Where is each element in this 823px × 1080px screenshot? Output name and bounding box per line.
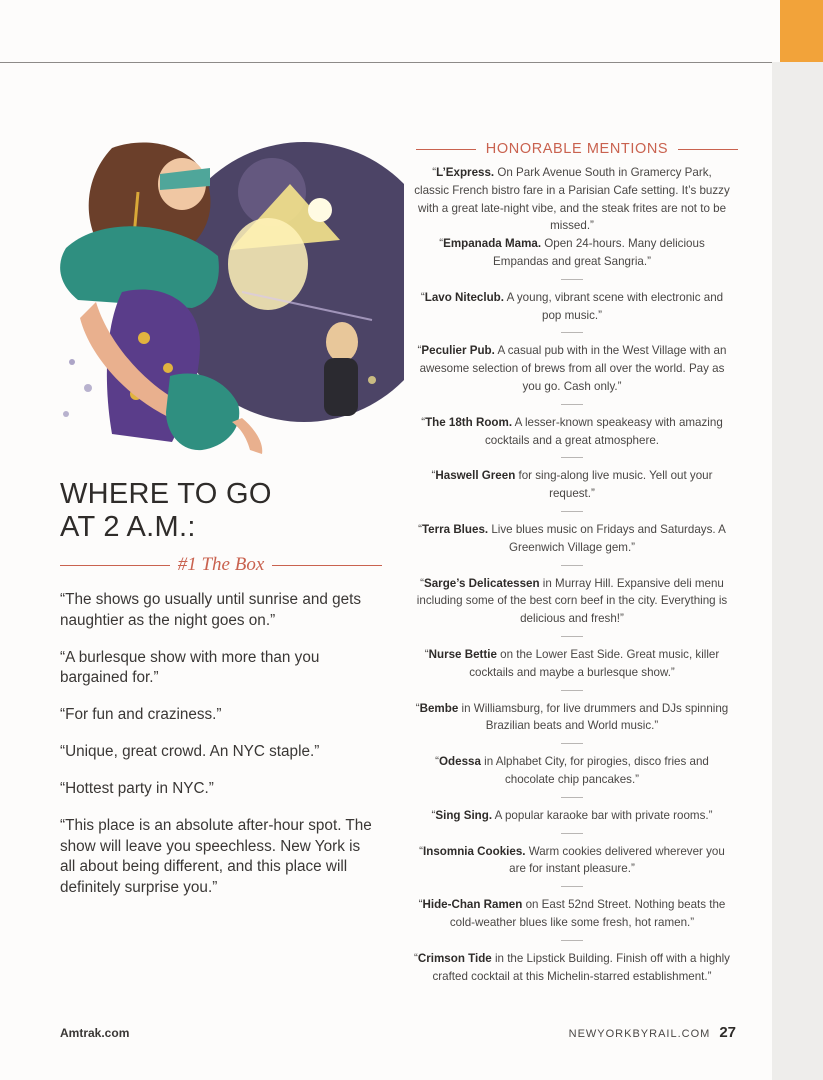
- mention-item: “Hide-Chan Ramen on East 52nd Street. Nothing beats the cold-weather blues like some fresh, hot ramen.”: [418, 898, 726, 929]
- mention-text: in the Lipstick Building. Finish off with a highly crafted cocktail at this Michelin-starred establishment.”: [432, 951, 730, 983]
- top-pick-label: [178, 554, 265, 576]
- quote: “Unique, great crowd. An NYC staple.”: [60, 743, 320, 760]
- mention-separator: [561, 332, 583, 333]
- quote: “This place is an absolute after-hour spot. The show will leave you speechless. New York is all about being different, and this place will definitely surprise you.”: [60, 817, 372, 896]
- mention-name: Hide-Chan Ramen: [422, 898, 523, 912]
- mention-separator: [561, 565, 583, 566]
- mention-name: Lavo Niteclub.: [424, 290, 504, 304]
- mention-item: “Crimson Tide in the Lipstick Building. Finish off with a highly crafted cocktail at this Michelin-starred establishment.”: [414, 951, 730, 983]
- mention-name: Nurse Bettie: [428, 647, 497, 661]
- mention-item: “Empanada Mama. Open 24-hours. Many delicious Empandas and great Sangria.”: [439, 237, 705, 268]
- quote: “The shows go usually until sunrise and gets naughtier as the night goes on.”: [60, 591, 362, 629]
- footer-amtrak-link: Amtrak.com: [60, 1026, 130, 1040]
- mention-text: for sing-along live music. Yell out your request.”: [515, 469, 713, 501]
- mention-item: “Lavo Niteclub. A young, vibrant scene with electronic and pop music.”: [420, 290, 724, 322]
- mention-separator: [561, 797, 583, 798]
- mention-text: on East 52nd Street. Nothing beats the cold-weather blues like some fresh, hot ramen.”: [449, 898, 726, 929]
- mention-text: in Alphabet City, for pirogies, disco fries and chocolate chip pancakes.”: [480, 755, 709, 786]
- mention-separator: [561, 690, 583, 691]
- mention-text: Open 24-hours. Many delicious Empandas and great Sangria.”: [493, 237, 705, 268]
- mention-text: in Murray Hill. Expansive deli menu including some of the best corn beef in the city. Everything is delicious and fresh!”: [416, 576, 728, 626]
- quote: “A burlesque show with more than you bargained for.”: [60, 648, 320, 686]
- quote: “Hottest party in NYC.”: [60, 780, 214, 797]
- top-rule: [0, 62, 775, 63]
- article-title-line1: WHERE TO GO: [60, 478, 272, 510]
- honorable-mentions-header: [416, 138, 738, 160]
- mention-name: Sarge’s Delicatessen: [424, 576, 540, 590]
- mention-name: Bembe: [419, 701, 459, 715]
- mention-text: in Williamsburg, for live drummers and DJs spinning Brazilian beats and World music.”: [458, 701, 729, 733]
- mention-name: L’Express.: [436, 166, 495, 179]
- mention-item: “Terra Blues. Live blues music on Fridays and Saturdays. A Greenwich Village gem.”: [418, 522, 726, 554]
- mention-separator: [561, 743, 583, 744]
- mention-name: Terra Blues.: [421, 522, 489, 536]
- mention-item: “Peculier Pub. A casual pub with in the West Village with an awesome selection of brews from all over the world. Pay as you go. Cash only.”: [417, 344, 727, 393]
- mention-text: A popular karaoke bar with private rooms.”: [492, 808, 713, 822]
- mention-text: Live blues music on Fridays and Saturdays. A Greenwich Village gem.”: [488, 522, 726, 554]
- mention-name: Peculier Pub.: [421, 344, 495, 358]
- mention-name: Haswell Green: [435, 469, 516, 483]
- quote: “For fun and craziness.”: [60, 706, 222, 723]
- honorable-mentions-title: HONORABLE MENTIONS: [485, 141, 669, 157]
- mention-name: Odessa: [439, 755, 481, 769]
- mention-separator: [561, 404, 583, 405]
- mention-name: Empanada Mama.: [443, 237, 542, 251]
- mention-separator: [561, 457, 583, 458]
- mention-text: A lesser-known speakeasy with amazing cocktails and a great atmosphere.: [484, 415, 723, 447]
- honorable-mentions-list: [414, 164, 730, 985]
- nightlife-illustration: [42, 132, 404, 464]
- mention-item: “Bembe in Williamsburg, for live drummers and DJs spinning Brazilian beats and World music.”: [415, 701, 729, 733]
- mention-item: “Insomnia Cookies. Warm cookies delivered wherever you are for instant pleasure.”: [419, 844, 725, 876]
- top-pick-quotes: [60, 590, 376, 915]
- mention-separator: [561, 279, 583, 280]
- subhead-rule-right: [272, 565, 382, 566]
- footer-site: NEWYORKBYRAIL.COM: [568, 1028, 711, 1040]
- top-pick-number: #1: [177, 554, 197, 575]
- mention-name: Crimson Tide: [417, 951, 492, 965]
- mention-separator: [561, 636, 583, 637]
- hm-rule-left: [416, 149, 476, 150]
- article-title-line2: AT 2 A.M.:: [60, 511, 196, 543]
- page-number: 27: [719, 1024, 736, 1041]
- mention-item: “The 18th Room. A lesser-known speakeasy with amazing cocktails and a great atmosphere.: [421, 415, 723, 447]
- mention-item: “L’Express. On Park Avenue South in Gramercy Park, classic French bistro fare in a Parisian Cafe setting. It’s buzzy with a great late-night vibe, and the steak frites are not to be missed.”: [414, 166, 730, 233]
- orange-tab: [780, 0, 823, 62]
- mention-separator: [561, 511, 583, 512]
- mention-item: “Nurse Bettie on the Lower East Side. Great music, killer cocktails and maybe a burlesque show.”: [424, 647, 720, 679]
- mention-text: on the Lower East Side. Great music, killer cocktails and maybe a burlesque show.”: [469, 647, 720, 679]
- mention-item: “Sarge’s Delicatessen in Murray Hill. Expansive deli menu including some of the best corn beef in the city. Everything is delicious and fresh!”: [416, 576, 728, 626]
- mention-text: A young, vibrant scene with electronic and pop music.”: [503, 290, 724, 322]
- top-pick-name: The Box: [201, 554, 265, 575]
- hm-rule-right: [678, 149, 738, 150]
- mention-text: Warm cookies delivered wherever you are for instant pleasure.”: [509, 844, 725, 876]
- mention-name: Insomnia Cookies.: [423, 844, 526, 858]
- subhead-rule-left: [60, 565, 170, 566]
- top-pick-subhead: [60, 552, 382, 578]
- mention-item: “Sing Sing. A popular karaoke bar with private rooms.”: [431, 808, 713, 822]
- mention-item: “Odessa in Alphabet City, for pirogies, disco fries and chocolate chip pancakes.”: [435, 755, 709, 786]
- mention-text: On Park Avenue South in Gramercy Park, classic French bistro fare in a Parisian Cafe setting. It’s buzzy with a great late-night vibe, and the steak frites are not to be missed.”: [414, 166, 730, 233]
- footer-right: [569, 1024, 736, 1041]
- mention-separator: [561, 886, 583, 887]
- mention-name: Sing Sing.: [435, 808, 493, 822]
- mention-item: “Haswell Green for sing-along live music. Yell out your request.”: [431, 469, 713, 501]
- mention-separator: [561, 833, 583, 834]
- mention-text: A casual pub with in the West Village with an awesome selection of brews from all over the world. Pay as you go. Cash only.”: [419, 344, 727, 393]
- mention-name: The 18th Room.: [425, 415, 513, 429]
- article-title: [60, 478, 390, 544]
- mention-separator: [561, 940, 583, 941]
- page-gutter-strip: [772, 62, 823, 1080]
